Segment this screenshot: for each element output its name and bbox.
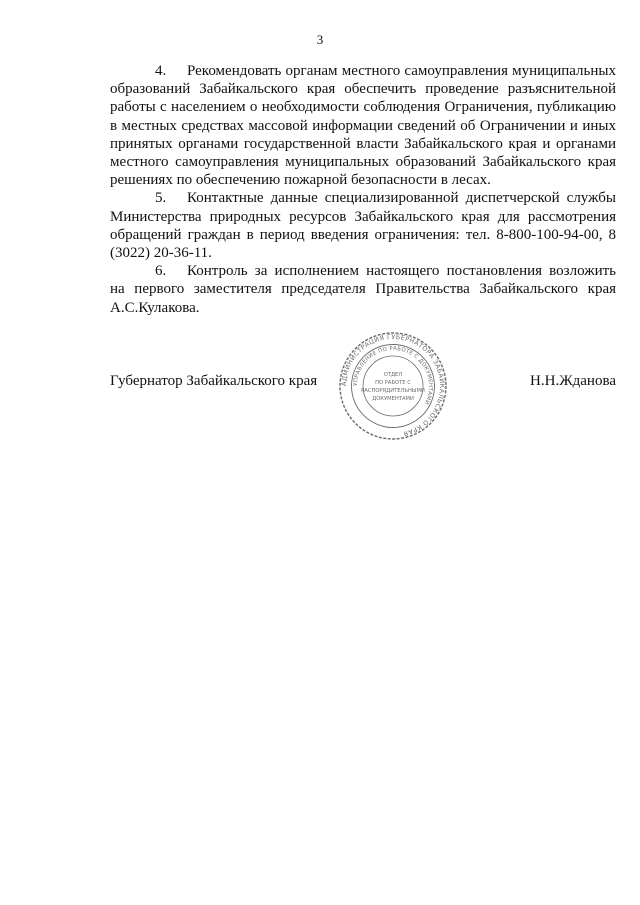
paragraph-text: Контактные данные специализированной диспетчерской службы Министерства природных ресурсов Забайкальского края для рассмотрения обращений граждан в период введения ограничения: тел. 8-800-100-94-00, 8 (3022) 20-36-11. (110, 190, 616, 262)
seal-outer-ring-text: АДМИНИСТРАЦИЯ ГУБЕРНАТОРА ЗАБАЙКАЛЬСКОГО КРАЯ (339, 332, 447, 438)
seal-center-line: РАСПОРЯДИТЕЛЬНЫМИ (361, 388, 425, 394)
paragraph-5 (110, 189, 616, 262)
official-seal-stamp (338, 331, 448, 441)
paragraph-text: Контроль за исполнением настоящего постановления возложить на первого заместителя председателя Правительства Забайкальского края А.С.Кулакова. (110, 263, 616, 316)
paragraph-number: 6. (155, 263, 167, 280)
signatory-name: Н.Н.Жданова (530, 373, 616, 389)
document-body (110, 62, 616, 317)
paragraph-text: Рекомендовать органам местного самоуправления муниципальных образований Забайкальского края обеспечить проведение разъяснительной работы с населением о необходимости соблюдения Ограничения, публикацию в местных средствах массовой информации сведений об Ограничении и иных принятых органами государственной власти Забайкальского края и органами местного самоуправления муниципальных образований Забайкальского края решениях по обеспечению пожарной безопасности в лесах. (110, 63, 616, 189)
paragraph-number: 5. (155, 190, 167, 207)
seal-center-line: ПО РАБОТЕ С (375, 380, 411, 386)
paragraph-4 (110, 62, 616, 189)
page-number: 3 (316, 32, 324, 47)
paragraph-number: 4. (155, 63, 167, 79)
seal-inner-ring-text: УПРАВЛЕНИЕ ПО РАБОТЕ С ДОКУМЕНТАМИ (352, 345, 434, 406)
paragraph-6 (110, 262, 616, 317)
seal-center-line: ДОКУМЕНТАМИ (372, 396, 414, 402)
seal-center-line: ОТДЕЛ (383, 372, 403, 378)
signatory-title: Губернатор Забайкальского края (110, 373, 318, 389)
